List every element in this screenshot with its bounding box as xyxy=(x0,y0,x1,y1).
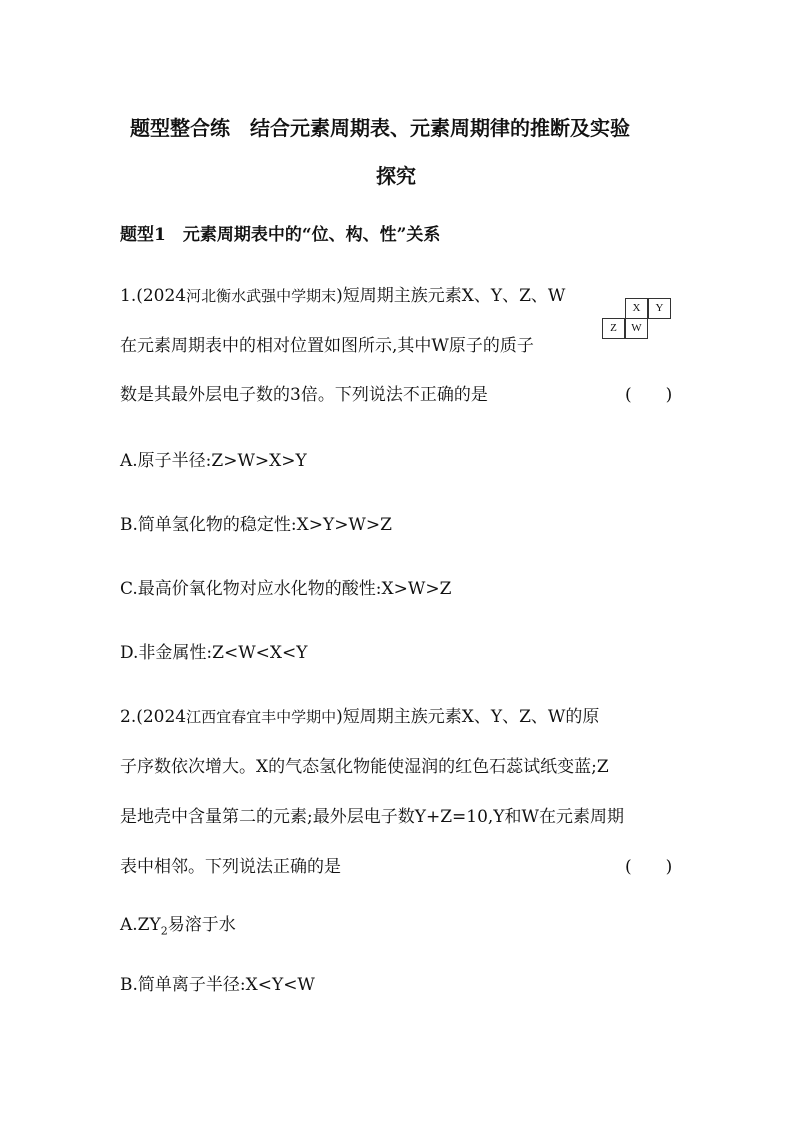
q1-option-d: D.非金属性:Z<W<X<Y xyxy=(120,643,308,663)
section-heading: 题型1 元素周期表中的“位、构、性”关系 xyxy=(120,225,441,245)
q2-source: 江西宜春宜丰中学期中 xyxy=(186,708,337,726)
q1-option-a: A.原子半径:Z>W>X>Y xyxy=(120,451,307,471)
q1-line-1 xyxy=(120,281,565,306)
grid-cell-x: X xyxy=(625,298,648,319)
q2-option-a-formula: A.ZY xyxy=(120,915,161,935)
q2-line-4: 表中相邻。下列说法正确的是 xyxy=(120,857,341,877)
q1-answer-paren: ( ) xyxy=(625,385,673,405)
q1-number: 1.(2024 xyxy=(120,286,187,306)
q1-line-3: 数是其最外层电子数的3倍。下列说法不正确的是 xyxy=(120,385,488,405)
q2-answer-paren: ( ) xyxy=(625,857,673,877)
q2-option-a-text: 易溶于水 xyxy=(167,915,236,935)
q2-option-a xyxy=(120,910,236,937)
q2-line-1 xyxy=(120,702,599,727)
q2-stem-start: )短周期主族元素X、Y、Z、W的原 xyxy=(336,707,600,727)
grid-cell-y: Y xyxy=(648,298,671,319)
q2-line-2: 子序数依次增大。X的气态氢化物能使湿润的红色石蕊试纸变蓝;Z xyxy=(120,757,609,777)
q1-line-2: 在元素周期表中的相对位置如图所示,其中W原子的质子 xyxy=(120,336,534,356)
q1-source: 河北衡水武强中学期末 xyxy=(186,287,337,305)
q1-option-c: C.最高价氧化物对应水化物的酸性:X>W>Z xyxy=(120,579,452,599)
q2-number: 2.(2024 xyxy=(120,707,187,727)
q2-option-a-subscript: 2 xyxy=(160,924,168,938)
title-line-2: 探究 xyxy=(376,164,416,188)
grid-cell-w: W xyxy=(625,318,648,339)
q2-option-b: B.简单离子半径:X<Y<W xyxy=(120,975,315,995)
title-line-1: 题型整合练 结合元素周期表、元素周期律的推断及实验 xyxy=(130,116,630,140)
q2-line-3: 是地壳中含量第二的元素;最外层电子数Y+Z=10,Y和W在元素周期 xyxy=(120,807,624,827)
periodic-table-fragment xyxy=(601,298,673,342)
q1-stem-start: )短周期主族元素X、Y、Z、W xyxy=(336,286,566,306)
grid-cell-z: Z xyxy=(602,318,625,339)
q1-option-b: B.简单氢化物的稳定性:X>Y>W>Z xyxy=(120,515,392,535)
